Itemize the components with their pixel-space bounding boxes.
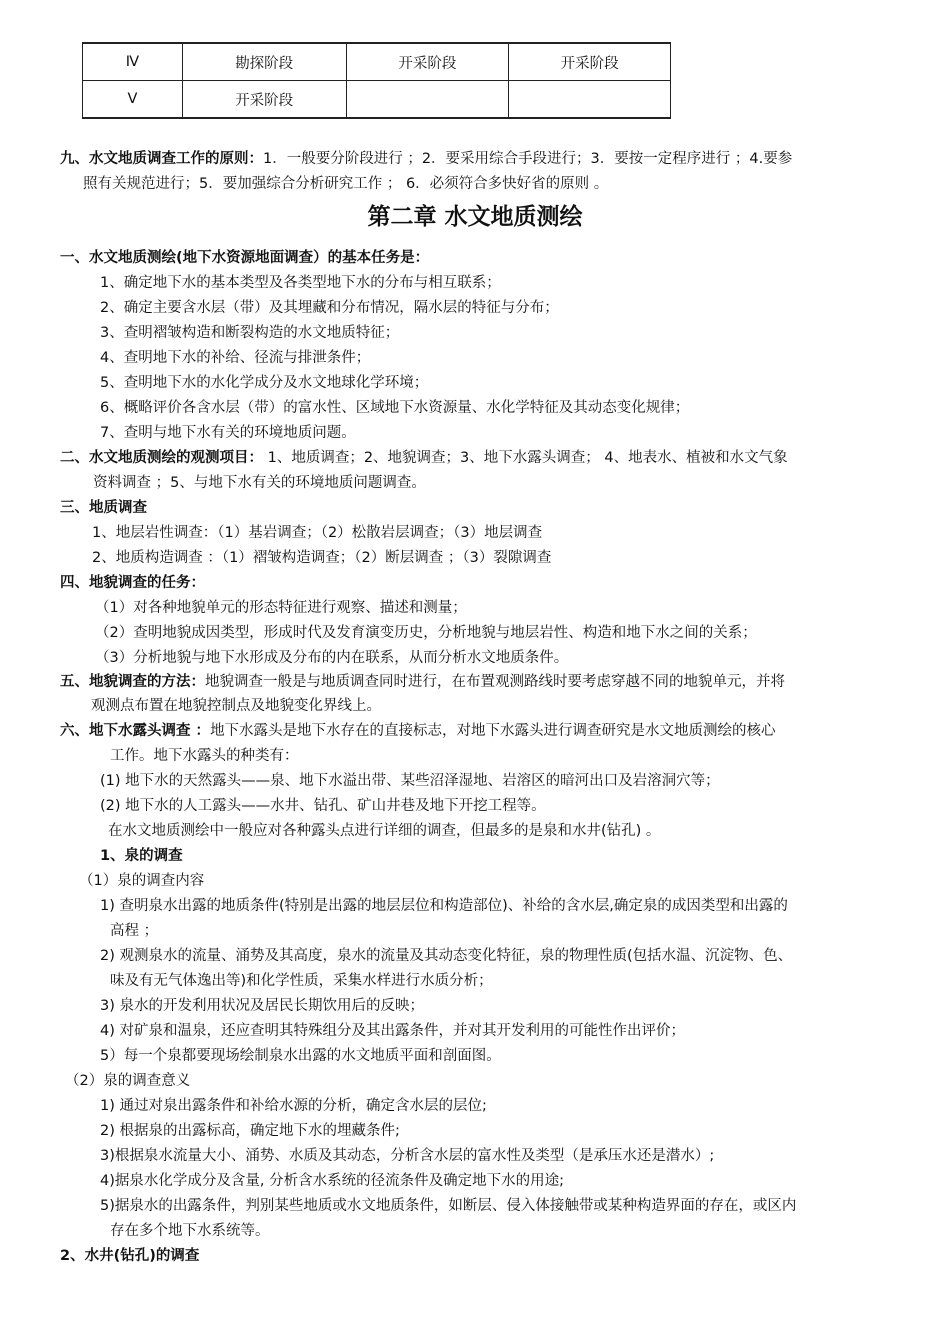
list-item: 7、查明与地下水有关的环境地质问题。 (100, 425, 356, 441)
list-item: 4、查明地下水的补给、径流与排泄条件； (100, 350, 371, 366)
list-item: 5、查明地下水的水化学成分及水文地球化学环境； (100, 375, 429, 391)
stage-table (82, 42, 671, 119)
natural-outcrop-item: (1) 地下水的天然露头——泉、地下水溢出带、某些沼泽湿地、岩溶区的暗河出口及岩溶洞穴等； (100, 773, 720, 789)
principles-line-2: 照有关规范进行；5．要加强综合分析研究工作 ； 6．必须符合多快好省的原则 。 (83, 176, 609, 192)
section-6-line-2: 工作。地下水露头的种类有： (110, 748, 299, 764)
list-item: （1）对各种地貌单元的形态特征进行观察、描述和测量； (95, 600, 467, 616)
spring-content-heading: （1）泉的调查内容 (79, 873, 205, 889)
chapter-title: 第二章 水文地质测绘 (367, 203, 583, 230)
table-row (83, 81, 671, 119)
principles-text: 1．一般要分阶段进行 ；2．要采用综合手段进行；3．要按一定程序进行 ；4.要参 (263, 151, 793, 167)
section-2-line-2: 资料调查 ；5、与地下水有关的环境地质问题调查。 (93, 475, 426, 491)
table-cell: Ⅴ (83, 81, 183, 119)
section-2-heading: 二、水文地质测绘的观测项目： (60, 450, 263, 466)
list-item: 3) 泉水的开发利用状况及居民长期饮用后的反映； (100, 998, 424, 1014)
list-item: （2）查明地貌成因类型，形成时代及发育演变历史，分析地貌与地层岩性、构造和地下水之间的关系； (95, 625, 757, 641)
list-item: 存在多个地下水系统等。 (110, 1223, 270, 1239)
table-cell (509, 81, 671, 119)
section-5-text: 地貌调查一般是与地质调查同时进行，在布置观测路线时要考虑穿越不同的地貌单元，并将 (205, 674, 785, 690)
list-item: 4) 对矿泉和温泉，还应查明其特殊组分及其出露条件，并对其开发利用的可能性作出评价； (100, 1023, 685, 1039)
list-item: 3)根据泉水流量大小、涌势、水质及其动态，分析含水层的富水性及类型（是承压水还是潜水）; (100, 1148, 715, 1164)
list-item: 6、概略评价各含水层（带）的富水性、区域地下水资源量、水化学特征及其动态变化规律； (100, 400, 690, 416)
list-item: 3、查明褶皱构造和断裂构造的水文地质特征； (100, 325, 400, 341)
list-item: 1、地层岩性调查：（1）基岩调查；（2）松散岩层调查；（3）地层调查 (92, 525, 543, 541)
table-cell (346, 81, 509, 119)
spring-survey-heading: 1、泉的调查 (100, 848, 183, 864)
list-item: 味及有无气体逸出等)和化学性质，采集水样进行水质分析； (110, 973, 493, 989)
section-2-text: 1、地质调查；2、地貌调查；3、地下水露头调查； 4、地表水、植被和水文气象 (263, 450, 788, 466)
section-5-line-1 (60, 671, 785, 693)
list-item: 1、确定地下水的基本类型及各类型地下水的分布与相互联系； (100, 275, 501, 291)
table-row (83, 43, 671, 81)
principles-heading: 九、水文地质调查工作的原则： (60, 151, 263, 167)
list-item: （3）分析地貌与地下水形成及分布的内在联系，从而分析水文地质条件。 (95, 650, 569, 666)
section-3-heading: 三、地质调查 (60, 500, 147, 516)
spring-meaning-heading: （2）泉的调查意义 (65, 1073, 191, 1089)
list-item: 4)据泉水化学成分及含量, 分析含水系统的径流条件及确定地下水的用途; (100, 1173, 564, 1189)
table-cell: 开采阶段 (509, 43, 671, 81)
list-item: 2、地质构造调查 ：（1）褶皱构造调查；（2）断层调查 ；（3）裂隙调查 (92, 550, 552, 566)
outcrop-note: 在水文地质测绘中一般应对各种露头点进行详细的调查，但最多的是泉和水井(钻孔) 。 (108, 823, 661, 839)
list-item: 5)据泉水的出露条件，判别某些地质或水文地质条件，如断层、侵入体接触带或某种构造界面的存在，或区内 (100, 1198, 797, 1214)
list-item: 高程 ； (110, 923, 159, 939)
artificial-outcrop-item: (2) 地下水的人工露头——水井、钻孔、矿山井巷及地下开挖工程等。 (100, 798, 546, 814)
section-6-heading: 六、地下水露头调查 ： (60, 723, 211, 739)
table-cell: 开采阶段 (182, 81, 346, 119)
list-item: 2) 观测泉水的流量、涌势及其高度，泉水的流量及其动态变化特征，泉的物理性质(包括水温、沉淀物、色、 (100, 948, 793, 964)
section-2-line-1 (60, 447, 788, 469)
principles-line-1 (60, 148, 792, 170)
section-4-heading: 四、地貌调查的任务： (60, 575, 205, 591)
list-item: 1) 查明泉水出露的地质条件(特别是出露的地层层位和构造部位)、补给的含水层,确定泉的成因类型和出露的 (100, 898, 788, 914)
list-item: 5）每一个泉都要现场绘制泉水出露的水文地质平面和剖面图。 (100, 1048, 501, 1064)
section-5-heading: 五、地貌调查的方法： (60, 674, 205, 690)
section-6-text: 地下水露头是地下水存在的直接标志，对地下水露头进行调查研究是水文地质测绘的核心 (210, 723, 776, 739)
table-cell: 开采阶段 (346, 43, 509, 81)
section-6-line-1 (60, 720, 776, 742)
list-item: 2、确定主要含水层（带）及其埋藏和分布情况，隔水层的特征与分布； (100, 300, 559, 316)
well-survey-heading: 2、水井(钻孔)的调查 (60, 1248, 200, 1264)
table-cell: Ⅳ (83, 43, 183, 81)
list-item: 2) 根据泉的出露标高，确定地下水的埋藏条件; (100, 1123, 400, 1139)
section-5-line-2: 观测点布置在地貌控制点及地貌变化界线上。 (91, 698, 381, 714)
list-item: 1) 通过对泉出露条件和补给水源的分析，确定含水层的层位; (100, 1098, 487, 1114)
section-1-heading: 一、水文地质测绘(地下水资源地面调查）的基本任务是： (60, 250, 430, 266)
table-cell: 勘探阶段 (182, 43, 346, 81)
